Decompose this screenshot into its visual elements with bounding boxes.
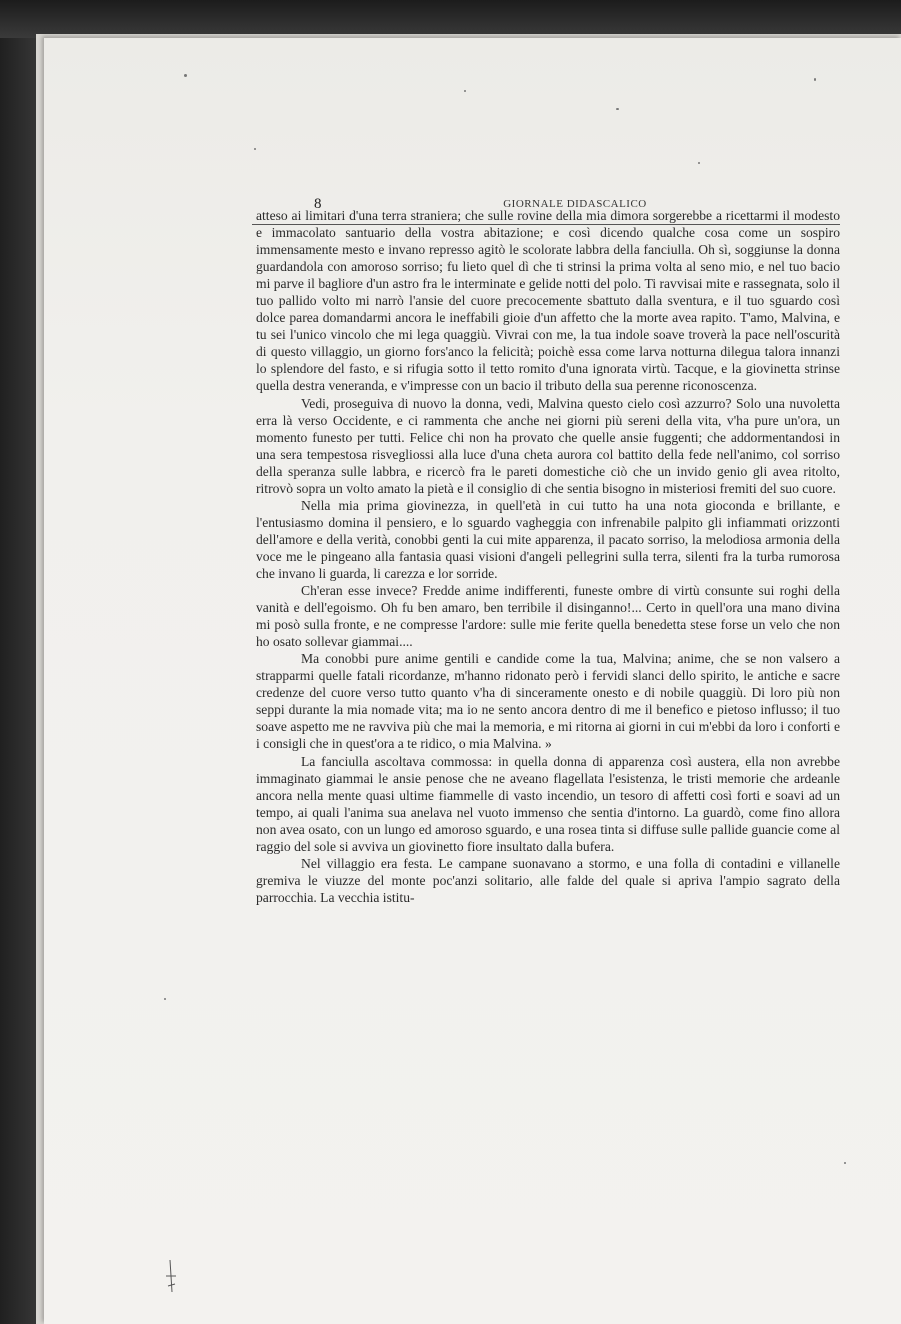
paragraph: Nel villaggio era festa. Le campane suonavano a stormo, e una folla di contadini e villanelle gremiva le viuzze del monte poc'anzi solitario, alle falde del quale si apriva l'ampio sagrato della parrocchia. La vecchia istitu- xyxy=(256,855,840,905)
paragraph: Ma conobbi pure anime gentili e candide come la tua, Malvina; anime, che se non valsero a strapparmi quelle fatali ricordanze, m'hanno ridonato però i fervidi slanci dello spirito, le antiche e sacre credenze del cuore verso tutto quanto v'ha di sinceramente onesto e di nobile quaggiù. Di loro più non seppi durante la mia nomade vita; ma io ne sento ancora dentro di me il benefico e pietoso influsso; il tuo soave aspetto me ne ravviva più che mai la memoria, e mi ritorna ai giorni in cui m'ebbi da loro i conforti e i consigli che in quest'ora a te ridico, o mia Malvina. » xyxy=(256,651,840,752)
paragraph: La fanciulla ascoltava commossa: in quella donna di apparenza così austera, ella non avrebbe immaginato giammai le ansie penose che ne aveano flagellata l'esistenza, le tristi memorie che ardeanle ancora nella mente quasi ultime fiammelle di vasto incendio, un tesoro di affetti così forti e soavi ad un tempo, ai quali l'anima sua anelava nel vuoto immenso che sentia d'intorno. La guardò, come fino allora non avea osato, con un lungo ed amoroso sguardo, e una rosea tinta si diffuse sulle pallide guancie come al raggio del sole si avviva un giovinetto fiore insultato dalla bufera. xyxy=(256,753,840,854)
paragraph: atteso ai limitari d'una terra straniera; che sulle rovine della mia dimora sorgerebbe a ricettarmi il modesto e immacolato santuario della vostra abitazione; e così dicendo qualche cosa come un sospiro immensamente mesto e invano represso agitò le scolorate labbra della fanciulla. Oh sì, soggiunse la donna guardandola con amoroso sorriso; fu lieto quel dì che ti strinsi la prima volta al seno mio, e nel tuo bacio mi parve il bagliore d'un astro fra le interminate e gelide notti del polo. Ti ravvisai mite e rassegnata, solo il tuo pallido volto mi narrò l'ansie del cuore precocemente sbattuto dalla sventura, e il tuo sguardo così dolce parea domandarmi ancora le ineffabili gioie d'un affetto che la morte avea rapito. T'amo, Malvina, e tu sei l'unico vincolo che mi lega quaggiù. Vivrai con me, la tua indole soave troverà la pace nell'oscurità di questo villaggio, un giorno fors'anco la felicità; poichè essa come larva notturna dilegua talora innanzi lo splendore del fasto, e si rifugia sotto il tetto romito d'una ignorata virtù. Tacque, e la giovinetta strinse quella destra veneranda, e v'impresse con un bacio il tributo della sua perenne riconoscenza. xyxy=(256,208,840,394)
page xyxy=(44,38,901,1324)
paragraph: Vedi, proseguiva di nuovo la donna, vedi, Malvina questo cielo così azzurro? Solo una nuvoletta erra là verso Occidente, e ci rammenta che anche nei giorni più sereni della vita, v'ha pure un'ora, un momento funesto per tutti. Felice chi non ha provato che quelle ansie fuggenti; che addormentandosi in una sera tempestosa risvegliossi alla luce d'una cheta aurora col battito della fede nell'animo, col sorriso della speranza sulle labbra, e ricercò fra le pareti domestiche ciò che un invido genio gli avea ritolto, ritrovò sopra un volto amato la pietà e il consiglio di che sentia bisogno in misteriosi fremiti del suo cuore. xyxy=(256,395,840,496)
running-title: GIORNALE DIDASCALICO xyxy=(503,198,647,210)
paragraph: Nella mia prima giovinezza, in quell'età in cui tutto ha una nota gioconda e brillante, e l'entusiasmo domina il pensiero, e lo sguardo vagheggia con infrenabile palpito gli infiammati orizzonti dell'amore e della verità, conobbi genti la cui mite apparenza, il pacato sorriso, la melodiosa armonia della voce me le pingeano alla fantasia quasi visioni d'angeli pellegrini sulla terra, silenti fra la turba rumorosa che invano li guarda, li carezza e lor sorride. xyxy=(256,497,840,581)
page-number: 8 xyxy=(314,196,322,212)
paragraph: Ch'eran esse invece? Fredde anime indifferenti, funeste ombre di virtù consunte sui roghi della vanità e dell'egoismo. Oh fu ben amaro, ben terribile il disinganno!... Certo in quell'ora una mano divina mi posò sulla fronte, e ne compresse l'ardore: sulle mie ferite quella benedetta stese forse un velo che non ho osato sollevar giammai.... xyxy=(256,583,840,650)
margin-mark xyxy=(162,1256,184,1296)
running-header xyxy=(276,164,874,212)
scan-border-top xyxy=(0,0,901,38)
body-text xyxy=(256,207,840,906)
